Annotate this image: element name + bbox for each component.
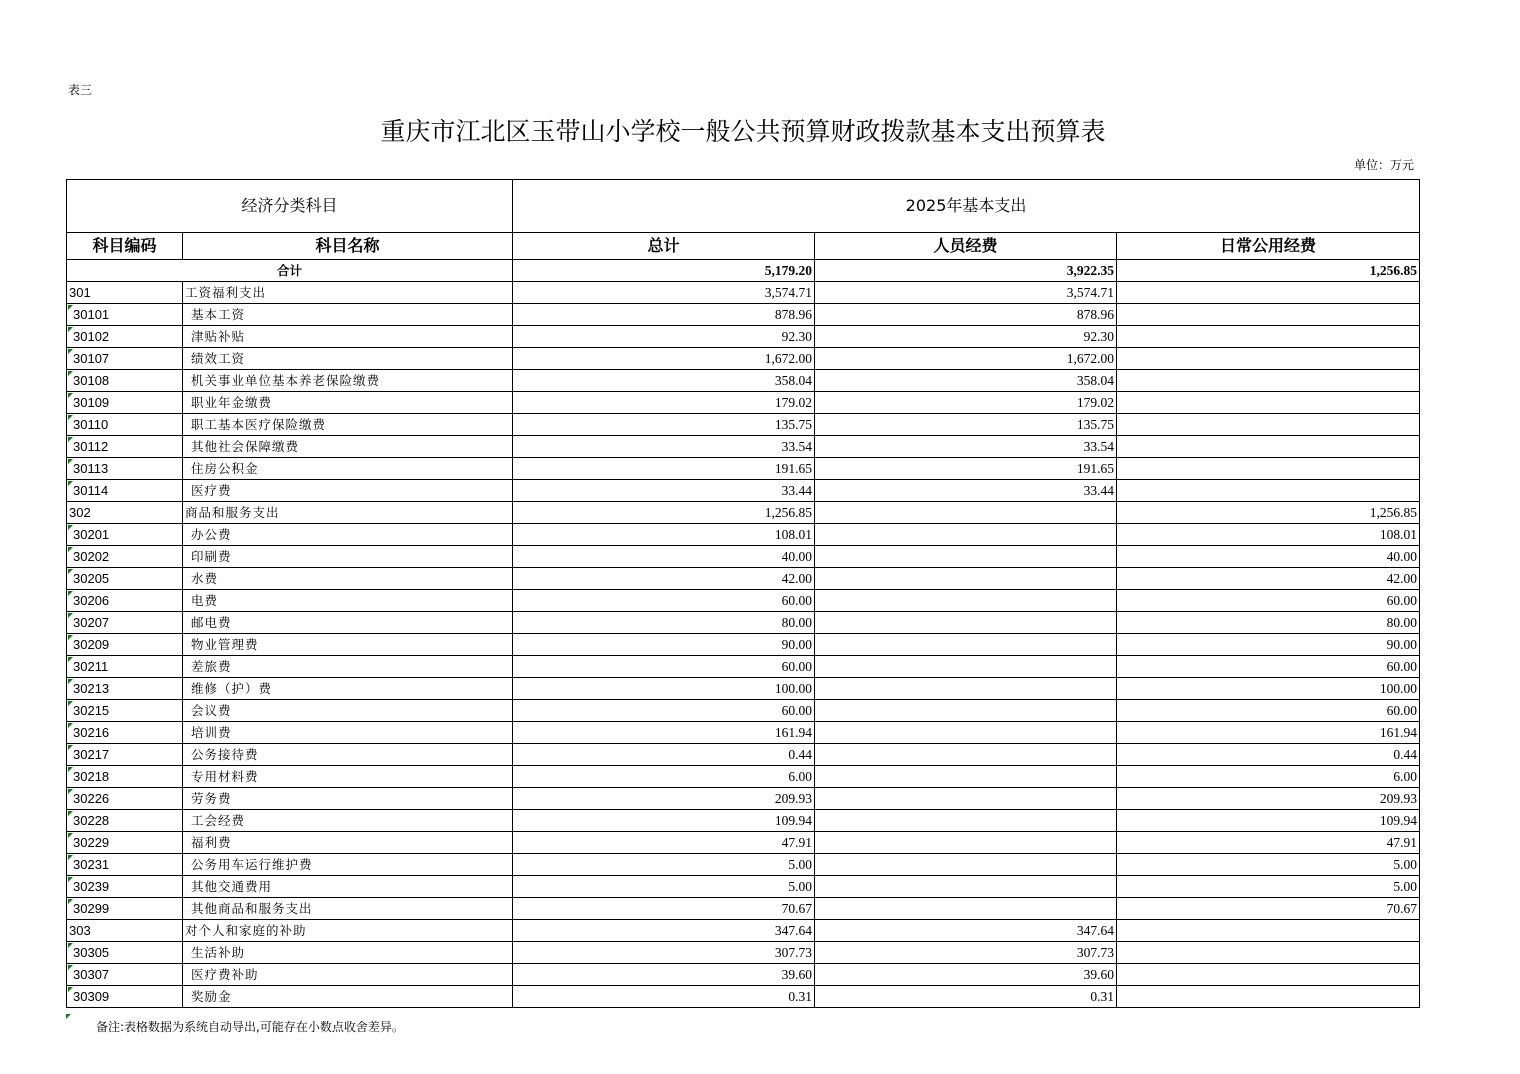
cell-personnel — [815, 502, 1117, 524]
cell-total: 5.00 — [513, 876, 815, 898]
cell-name: 绩效工资 — [183, 348, 513, 370]
cell-personnel — [815, 810, 1117, 832]
cell-public: 1,256.85 — [1117, 502, 1420, 524]
cell-name: 对个人和家庭的补助 — [183, 920, 513, 942]
cell-public — [1117, 414, 1420, 436]
cell-code: 30209 — [67, 634, 183, 656]
total-label: 合计 — [67, 260, 513, 282]
cell-code: 302 — [67, 502, 183, 524]
cell-personnel: 179.02 — [815, 392, 1117, 414]
cell-public — [1117, 986, 1420, 1008]
table-row — [67, 788, 1420, 810]
cell-public: 209.93 — [1117, 788, 1420, 810]
cell-public: 5.00 — [1117, 854, 1420, 876]
table-row — [67, 436, 1420, 458]
cell-name: 住房公积金 — [183, 458, 513, 480]
cell-total: 878.96 — [513, 304, 815, 326]
header-economic-category: 经济分类科目 — [67, 180, 513, 233]
cell-total: 0.44 — [513, 744, 815, 766]
cell-code: 30110 — [67, 414, 183, 436]
total-row — [67, 260, 1420, 282]
cell-name: 劳务费 — [183, 788, 513, 810]
cell-total: 0.31 — [513, 986, 815, 1008]
page-title: 重庆市江北区玉带山小学校一般公共预算财政拨款基本支出预算表 — [380, 117, 1106, 146]
header-total: 总计 — [513, 233, 815, 260]
cell-code: 30305 — [67, 942, 183, 964]
cell-public: 5.00 — [1117, 876, 1420, 898]
table-row — [67, 414, 1420, 436]
cell-personnel: 135.75 — [815, 414, 1117, 436]
budget-table — [66, 179, 1420, 1008]
cell-total: 307.73 — [513, 942, 815, 964]
cell-code: 30108 — [67, 370, 183, 392]
table-row — [67, 480, 1420, 502]
cell-public: 70.67 — [1117, 898, 1420, 920]
header-basic-expenditure: 2025年基本支出 — [513, 180, 1420, 233]
cell-total: 3,574.71 — [513, 282, 815, 304]
cell-code: 30112 — [67, 436, 183, 458]
total-public: 1,256.85 — [1117, 260, 1420, 282]
cell-name: 维修（护）费 — [183, 678, 513, 700]
cell-total: 100.00 — [513, 678, 815, 700]
table-row — [67, 744, 1420, 766]
cell-code: 30307 — [67, 964, 183, 986]
cell-name: 商品和服务支出 — [183, 502, 513, 524]
table-row — [67, 964, 1420, 986]
unit-label: 单位：万元 — [1353, 158, 1414, 172]
cell-personnel — [815, 612, 1117, 634]
table-row — [67, 370, 1420, 392]
cell-code: 301 — [67, 282, 183, 304]
cell-personnel — [815, 854, 1117, 876]
cell-code: 303 — [67, 920, 183, 942]
header-code: 科目编码 — [67, 233, 183, 260]
cell-code: 30109 — [67, 392, 183, 414]
table-row — [67, 502, 1420, 524]
cell-public: 60.00 — [1117, 590, 1420, 612]
table-row — [67, 348, 1420, 370]
cell-total: 135.75 — [513, 414, 815, 436]
table-row — [67, 282, 1420, 304]
cell-code: 30102 — [67, 326, 183, 348]
cell-public — [1117, 920, 1420, 942]
cell-total: 358.04 — [513, 370, 815, 392]
cell-public — [1117, 326, 1420, 348]
table-row — [67, 898, 1420, 920]
cell-personnel — [815, 678, 1117, 700]
cell-name: 公务接待费 — [183, 744, 513, 766]
cell-code: 30107 — [67, 348, 183, 370]
cell-public — [1117, 282, 1420, 304]
cell-public — [1117, 304, 1420, 326]
cell-public — [1117, 942, 1420, 964]
cell-code: 30213 — [67, 678, 183, 700]
cell-total: 60.00 — [513, 700, 815, 722]
cell-public — [1117, 964, 1420, 986]
table-row — [67, 304, 1420, 326]
cell-code: 30207 — [67, 612, 183, 634]
cell-code: 30201 — [67, 524, 183, 546]
cell-public — [1117, 458, 1420, 480]
cell-code: 30309 — [67, 986, 183, 1008]
cell-name: 印刷费 — [183, 546, 513, 568]
cell-total: 33.44 — [513, 480, 815, 502]
cell-total: 347.64 — [513, 920, 815, 942]
cell-name: 物业管理费 — [183, 634, 513, 656]
cell-public: 40.00 — [1117, 546, 1420, 568]
cell-personnel — [815, 832, 1117, 854]
cell-name: 电费 — [183, 590, 513, 612]
cell-total: 42.00 — [513, 568, 815, 590]
cell-name: 办公费 — [183, 524, 513, 546]
cell-personnel — [815, 700, 1117, 722]
cell-total: 179.02 — [513, 392, 815, 414]
cell-personnel — [815, 568, 1117, 590]
cell-name: 公务用车运行维护费 — [183, 854, 513, 876]
table-row — [67, 458, 1420, 480]
cell-personnel — [815, 722, 1117, 744]
cell-code: 30226 — [67, 788, 183, 810]
cell-name: 福利费 — [183, 832, 513, 854]
cell-public: 60.00 — [1117, 656, 1420, 678]
cell-name: 医疗费 — [183, 480, 513, 502]
table-row — [67, 612, 1420, 634]
table-row — [67, 700, 1420, 722]
table-row — [67, 656, 1420, 678]
cell-name: 专用材料费 — [183, 766, 513, 788]
cell-code: 30218 — [67, 766, 183, 788]
cell-total: 1,672.00 — [513, 348, 815, 370]
header-public: 日常公用经费 — [1117, 233, 1420, 260]
cell-name: 差旅费 — [183, 656, 513, 678]
cell-total: 108.01 — [513, 524, 815, 546]
cell-code: 30206 — [67, 590, 183, 612]
table-row — [67, 546, 1420, 568]
note-marker — [66, 1014, 71, 1019]
cell-code: 30113 — [67, 458, 183, 480]
cell-code: 30202 — [67, 546, 183, 568]
cell-personnel: 191.65 — [815, 458, 1117, 480]
cell-public: 60.00 — [1117, 700, 1420, 722]
cell-total: 161.94 — [513, 722, 815, 744]
cell-name: 机关事业单位基本养老保险缴费 — [183, 370, 513, 392]
cell-code: 30211 — [67, 656, 183, 678]
header-row-group — [67, 180, 1420, 233]
cell-personnel: 33.54 — [815, 436, 1117, 458]
cell-public — [1117, 348, 1420, 370]
cell-total: 40.00 — [513, 546, 815, 568]
cell-personnel: 92.30 — [815, 326, 1117, 348]
total-personnel: 3,922.35 — [815, 260, 1117, 282]
cell-personnel — [815, 744, 1117, 766]
cell-code: 30205 — [67, 568, 183, 590]
cell-name: 其他社会保障缴费 — [183, 436, 513, 458]
cell-public: 47.91 — [1117, 832, 1420, 854]
cell-code: 30101 — [67, 304, 183, 326]
table-row — [67, 326, 1420, 348]
cell-name: 邮电费 — [183, 612, 513, 634]
cell-public: 42.00 — [1117, 568, 1420, 590]
cell-name: 津贴补贴 — [183, 326, 513, 348]
cell-total: 39.60 — [513, 964, 815, 986]
cell-public: 109.94 — [1117, 810, 1420, 832]
cell-public: 100.00 — [1117, 678, 1420, 700]
cell-public — [1117, 370, 1420, 392]
cell-name: 奖励金 — [183, 986, 513, 1008]
cell-code: 30299 — [67, 898, 183, 920]
cell-personnel — [815, 876, 1117, 898]
cell-total: 70.67 — [513, 898, 815, 920]
cell-personnel: 1,672.00 — [815, 348, 1117, 370]
cell-personnel — [815, 590, 1117, 612]
table-row — [67, 986, 1420, 1008]
cell-name: 职工基本医疗保险缴费 — [183, 414, 513, 436]
cell-personnel: 0.31 — [815, 986, 1117, 1008]
table-tag: 表三 — [68, 83, 93, 97]
cell-public: 161.94 — [1117, 722, 1420, 744]
cell-public: 6.00 — [1117, 766, 1420, 788]
table-row — [67, 832, 1420, 854]
cell-public: 0.44 — [1117, 744, 1420, 766]
cell-code: 30229 — [67, 832, 183, 854]
header-name: 科目名称 — [183, 233, 513, 260]
cell-personnel: 33.44 — [815, 480, 1117, 502]
cell-personnel — [815, 546, 1117, 568]
table-row — [67, 678, 1420, 700]
cell-total: 109.94 — [513, 810, 815, 832]
table-row — [67, 920, 1420, 942]
table-row — [67, 392, 1420, 414]
cell-name: 工会经费 — [183, 810, 513, 832]
cell-total: 92.30 — [513, 326, 815, 348]
table-row — [67, 590, 1420, 612]
cell-total: 1,256.85 — [513, 502, 815, 524]
cell-personnel — [815, 788, 1117, 810]
cell-total: 209.93 — [513, 788, 815, 810]
cell-name: 水费 — [183, 568, 513, 590]
cell-personnel: 39.60 — [815, 964, 1117, 986]
cell-code: 30231 — [67, 854, 183, 876]
cell-personnel — [815, 634, 1117, 656]
header-personnel: 人员经费 — [815, 233, 1117, 260]
table-row — [67, 876, 1420, 898]
cell-personnel: 3,574.71 — [815, 282, 1117, 304]
cell-public: 90.00 — [1117, 634, 1420, 656]
cell-total: 90.00 — [513, 634, 815, 656]
cell-personnel: 347.64 — [815, 920, 1117, 942]
cell-name: 其他商品和服务支出 — [183, 898, 513, 920]
cell-total: 33.54 — [513, 436, 815, 458]
header-row-columns — [67, 233, 1420, 260]
table-row — [67, 722, 1420, 744]
cell-public — [1117, 436, 1420, 458]
cell-name: 工资福利支出 — [183, 282, 513, 304]
cell-personnel — [815, 656, 1117, 678]
table-row — [67, 524, 1420, 546]
footnote: 备注:表格数据为系统自动导出,可能存在小数点收舍差异。 — [96, 1020, 404, 1034]
cell-code: 30215 — [67, 700, 183, 722]
total-sum: 5,179.20 — [513, 260, 815, 282]
cell-total: 191.65 — [513, 458, 815, 480]
cell-personnel — [815, 766, 1117, 788]
cell-total: 60.00 — [513, 590, 815, 612]
table-row — [67, 634, 1420, 656]
cell-name: 生活补助 — [183, 942, 513, 964]
cell-public — [1117, 480, 1420, 502]
cell-total: 60.00 — [513, 656, 815, 678]
cell-name: 职业年金缴费 — [183, 392, 513, 414]
cell-name: 基本工资 — [183, 304, 513, 326]
cell-name: 会议费 — [183, 700, 513, 722]
table-row — [67, 854, 1420, 876]
table-row — [67, 766, 1420, 788]
cell-personnel — [815, 898, 1117, 920]
cell-public: 80.00 — [1117, 612, 1420, 634]
cell-public: 108.01 — [1117, 524, 1420, 546]
table-row — [67, 568, 1420, 590]
cell-code: 30217 — [67, 744, 183, 766]
cell-public — [1117, 392, 1420, 414]
cell-total: 6.00 — [513, 766, 815, 788]
cell-name: 医疗费补助 — [183, 964, 513, 986]
table-row — [67, 810, 1420, 832]
cell-code: 30228 — [67, 810, 183, 832]
cell-name: 其他交通费用 — [183, 876, 513, 898]
cell-total: 47.91 — [513, 832, 815, 854]
cell-personnel: 307.73 — [815, 942, 1117, 964]
cell-code: 30239 — [67, 876, 183, 898]
cell-personnel — [815, 524, 1117, 546]
cell-code: 30114 — [67, 480, 183, 502]
cell-name: 培训费 — [183, 722, 513, 744]
cell-total: 5.00 — [513, 854, 815, 876]
cell-personnel: 358.04 — [815, 370, 1117, 392]
cell-personnel: 878.96 — [815, 304, 1117, 326]
cell-total: 80.00 — [513, 612, 815, 634]
table-row — [67, 942, 1420, 964]
cell-code: 30216 — [67, 722, 183, 744]
